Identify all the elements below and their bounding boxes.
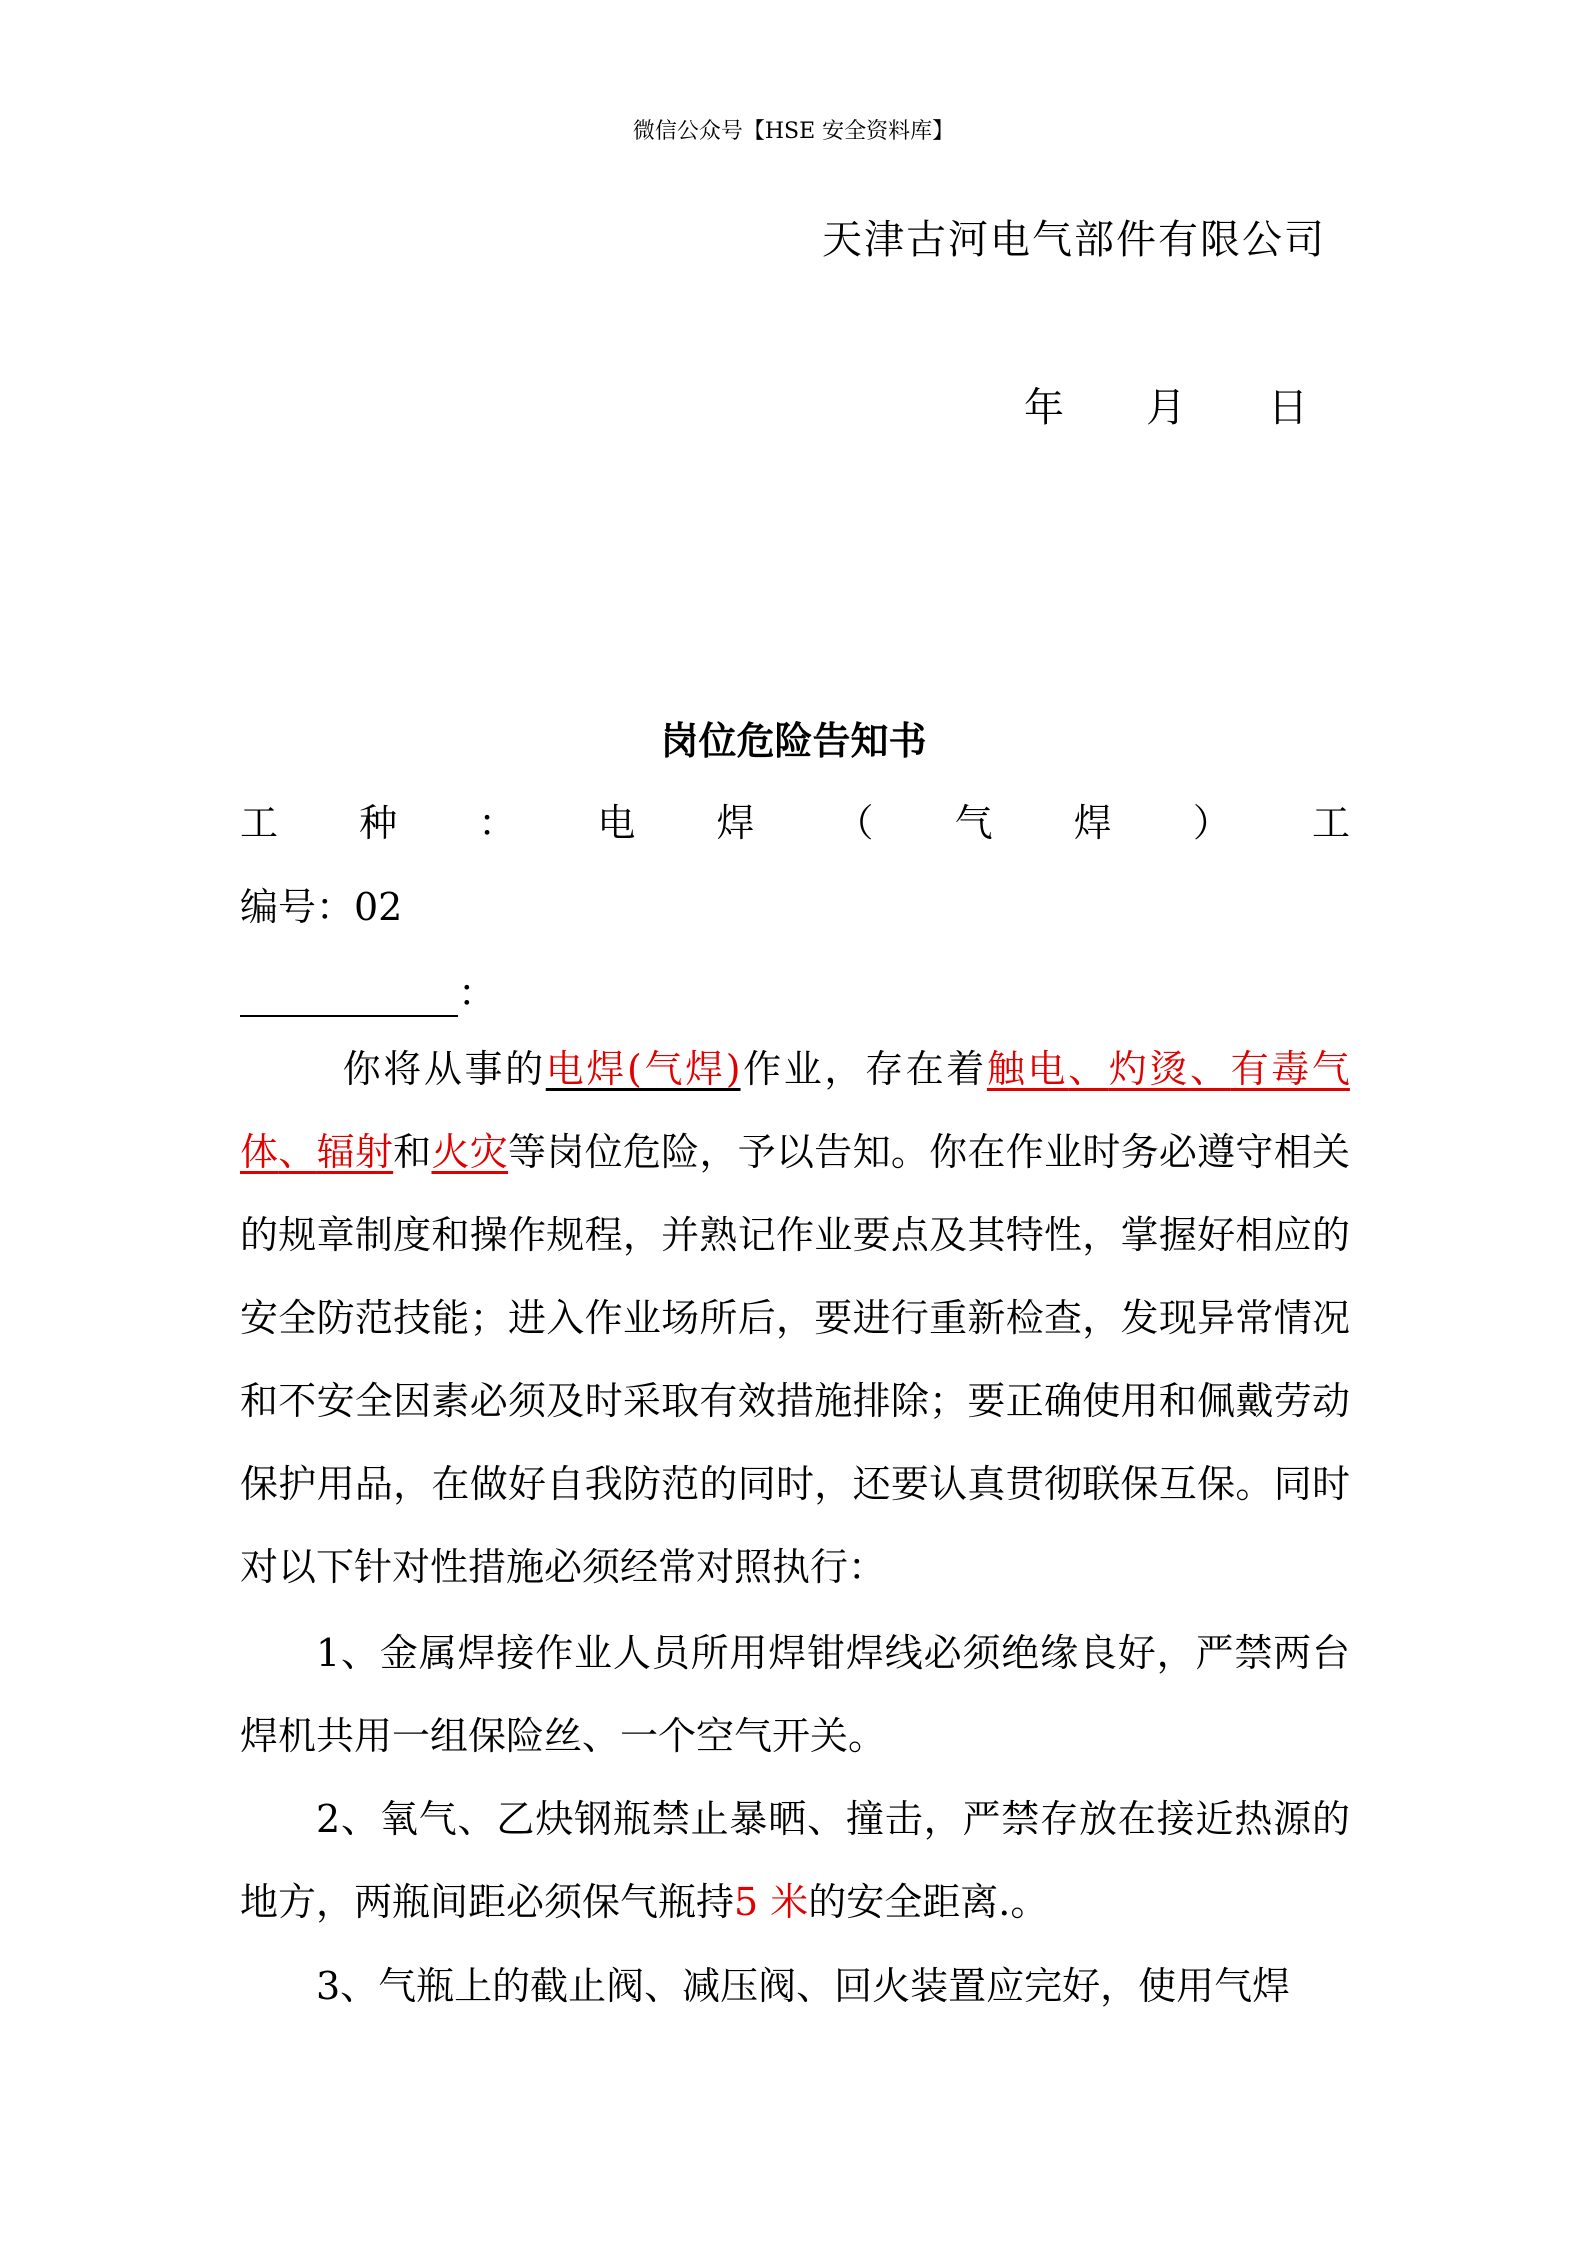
hazard-item: 触电 [986, 1047, 1069, 1091]
measure-text: 的安全距离.。 [808, 1880, 1049, 1924]
signature-colon: ： [458, 971, 497, 1015]
measure-item-1 [240, 1612, 1350, 1778]
work-type-char: 电 [597, 801, 636, 845]
intro-text: 你将从事的 [340, 1047, 546, 1091]
measure-text: 3、气瓶上的截止阀、减压阀、回火装置应完好，使用气焊 [316, 1964, 1291, 2008]
intro-text: 等岗位危险，予以告知。你在作业时务必遵守相关的规章制度和操作规程，并熟记作业要点及其特性，掌握好相应的安全防范技能；进入作业场所后，要进行重新检查，发现异常情况和不安全因素必须及时采取有效措施排除；要正确使用和佩戴劳动保护用品，在做好自我防范的同时，还要认真贯彻联保互保。同时对以下针对性措施必须经常对照执行： [240, 1130, 1350, 1589]
work-type-char: ） [1192, 801, 1231, 845]
hazard-item: 辐射 [316, 1130, 394, 1174]
work-type-char: （ [835, 801, 874, 845]
header-note: 微信公众号【HSE 安全资料库】 [632, 119, 955, 144]
hazard-item: 火灾 [431, 1130, 509, 1174]
date-line [1024, 376, 1308, 433]
date-month: 月 [1146, 385, 1186, 431]
intro-text: 作业，存在着 [740, 1047, 987, 1091]
measure-item-2 [240, 1778, 1350, 1944]
work-type-char: 气 [954, 801, 993, 845]
job-name: 电焊(气焊) [545, 1047, 741, 1091]
work-type-char: 焊 [1073, 801, 1112, 845]
hazard-separator: 、 [278, 1130, 317, 1174]
document-title: 岗位危险告知书 [660, 718, 927, 763]
hazard-item: 灼烫 [1108, 1047, 1191, 1091]
measure-item-3 [240, 1945, 1350, 2028]
signature-blank [240, 981, 458, 1017]
date-day: 日 [1268, 385, 1308, 431]
work-type-char: ： [478, 801, 517, 845]
intro-text: 和 [393, 1130, 432, 1174]
work-type-char: 种 [359, 801, 398, 845]
intro-paragraph [240, 1028, 1350, 1609]
work-type-char: 工 [1311, 801, 1350, 845]
date-year: 年 [1024, 385, 1064, 431]
work-type-char: 工 [240, 801, 279, 845]
hazard-separator: 、 [1190, 1047, 1231, 1091]
work-type-line [240, 792, 1350, 847]
hazard-separator: 、 [1068, 1047, 1109, 1091]
measure-text: 2、氧气、乙炔钢瓶禁止暴晒、撞击，严禁存放在接近热源的地方，两瓶间距必须保气瓶持 [240, 1797, 1350, 1924]
document-number: 编号：02 [240, 885, 403, 929]
signature-line [240, 962, 496, 1017]
measure-text: 1、金属焊接作业人员所用焊钳焊线必须绝缘良好，严禁两台焊机共用一组保险丝、一个空气开关。 [240, 1631, 1350, 1758]
hazard-item: 有毒气体 [240, 1047, 1350, 1174]
distance-value: 5 米 [734, 1880, 809, 1924]
company-name: 天津古河电气部件有限公司 [822, 217, 1326, 263]
work-type-char: 焊 [716, 801, 755, 845]
